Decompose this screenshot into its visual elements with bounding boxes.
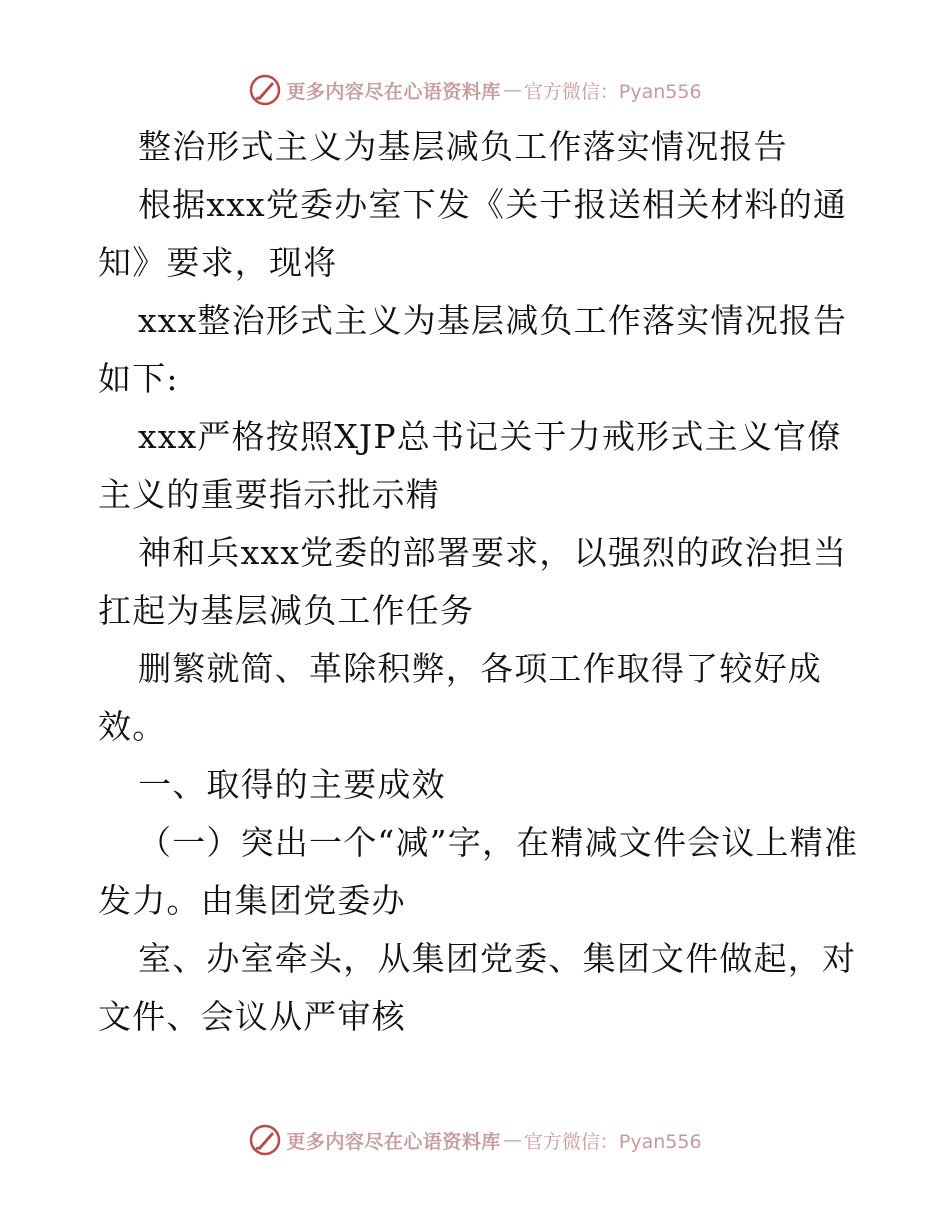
- banner-title: 更多内容尽在心语资料库: [286, 1130, 501, 1153]
- paragraph: xxx严格按照XJP总书记关于力戒形式主义官僚主义的重要指示批示精: [98, 417, 842, 514]
- quill-pen-logo-icon: [248, 73, 282, 107]
- paragraph: 删繁就简、革除积弊，各项工作取得了较好成效。: [98, 649, 822, 746]
- banner-title: 更多内容尽在心语资料库: [286, 80, 501, 103]
- header-banner: [0, 70, 950, 110]
- document-body: [98, 118, 868, 1046]
- paragraph: xxx整治形式主义为基层减负工作落实情况报告如下:: [98, 301, 848, 398]
- paragraph: （一）突出一个“减”字，在精减文件会议上精准发力。由集团党委办: [98, 823, 859, 920]
- banner-separator: —: [502, 1129, 522, 1151]
- paragraph: 神和兵xxx党委的部署要求，以强烈的政治担当扛起为基层减负工作任务: [98, 533, 848, 630]
- footer-banner: [0, 1120, 950, 1160]
- banner-contact: 官方微信：Pyan556: [523, 1130, 702, 1153]
- document-title: 整治形式主义为基层减负工作落实情况报告: [138, 127, 788, 166]
- banner-contact: 官方微信：Pyan556: [523, 80, 702, 103]
- banner-separator: —: [502, 79, 522, 101]
- paragraph: 根据xxx党委办室下发《关于报送相关材料的通知》要求，现将: [98, 185, 848, 282]
- paragraph: 室、办室牵头，从集团党委、集团文件做起，对文件、会议从严审核: [98, 939, 857, 1036]
- quill-pen-logo-icon: [248, 1123, 282, 1157]
- section-heading: 一、取得的主要成效: [138, 765, 446, 804]
